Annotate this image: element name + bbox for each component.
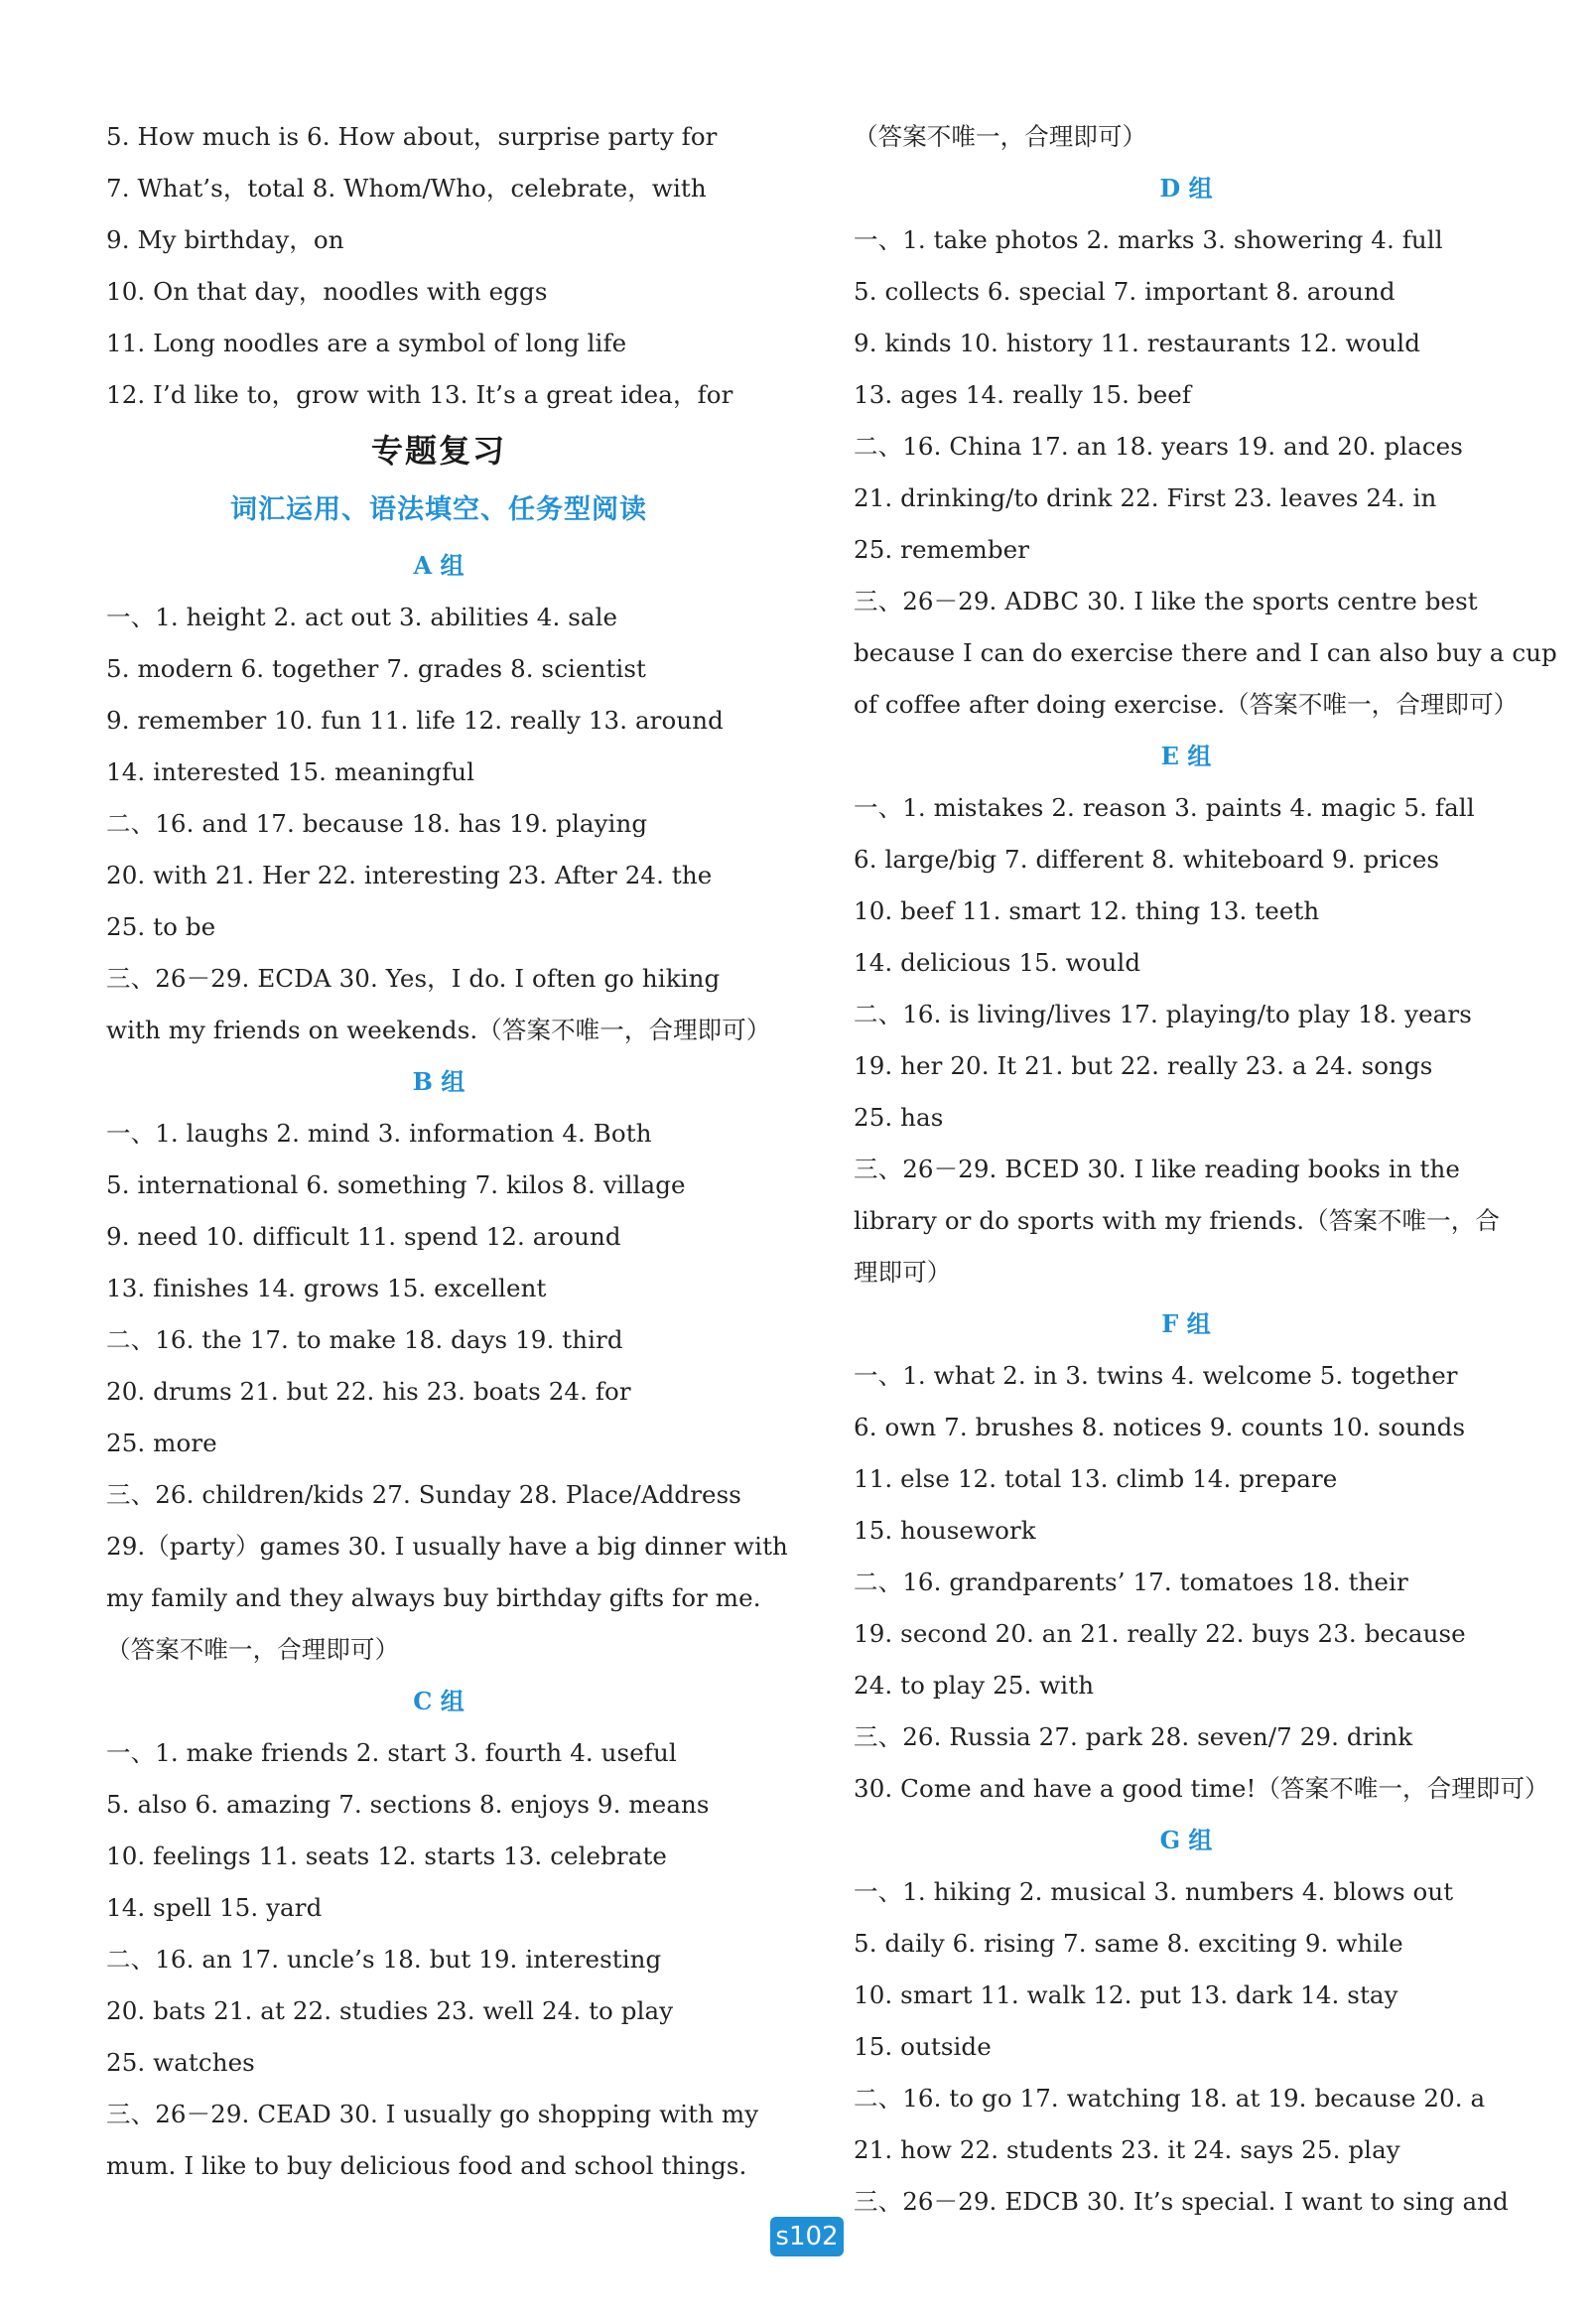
answer-line: 19. her 20. It 21. but 22. really 23. a 24. songs: [854, 1051, 1433, 1080]
answer-line: 5. also 6. amazing 7. sections 8. enjoys 9. means: [106, 1790, 710, 1819]
answer-line: of coffee after doing exercise.（答案不唯一，合理即可）: [854, 690, 1519, 719]
answer-line: 13. ages 14. really 15. beef: [854, 380, 1192, 409]
answer-line: my family and they always buy birthday gifts for me.: [106, 1583, 761, 1612]
group-d: [854, 163, 1557, 731]
answer-line: 10. smart 11. walk 12. put 13. dark 14. stay: [854, 1980, 1398, 2009]
answer-line: 20. with 21. Her 22. interesting 23. After 24. the: [106, 861, 713, 889]
answer-line: 20. drums 21. but 22. his 23. boats 24. for: [106, 1377, 631, 1406]
answer-line: 三、26－29. EDCB 30. It’s special. I want to sing and: [854, 2187, 1509, 2216]
answer-line: 三、26－29. ECDA 30. Yes，I do. I often go hiking: [106, 964, 721, 993]
answer-line: 理即可）: [854, 1258, 952, 1287]
answer-line: 5. daily 6. rising 7. same 8. exciting 9. while: [854, 1929, 1403, 1958]
answer-line: 二、16. the 17. to make 18. days 19. third: [106, 1325, 623, 1354]
answer-line: mum. I like to buy delicious food and school things.: [106, 2151, 747, 2180]
answer-line: 14. interested 15. meaningful: [106, 757, 475, 786]
answer-line: 9. kinds 10. history 11. restaurants 12. would: [854, 329, 1420, 357]
group-heading: F 组: [1161, 1309, 1211, 1338]
answer-line: with my friends on weekends.（答案不唯一，合理即可）: [106, 1016, 771, 1044]
answer-line: 5. collects 6. special 7. important 8. around: [854, 277, 1396, 306]
answer-line: 20. bats 21. at 22. studies 23. well 24. to play: [106, 1996, 674, 2025]
answer-line: 一、1. make friends 2. start 3. fourth 4. useful: [106, 1738, 677, 1767]
answer-line: library or do sports with my friends.（答案不唯一，合: [854, 1206, 1500, 1235]
group-f: [854, 1298, 1549, 1815]
answer-line: 二、16. grandparents’ 17. tomatoes 18. their: [854, 1568, 1408, 1596]
answer-line: 二、16. China 17. an 18. years 19. and 20. places: [854, 432, 1463, 461]
answer-line: 三、26－29. ADBC 30. I like the sports centre best: [854, 587, 1478, 615]
answer-line: 一、1. what 2. in 3. twins 4. welcome 5. together: [854, 1361, 1458, 1390]
answer-line: 9. remember 10. fun 11. life 12. really 13. around: [106, 706, 724, 735]
answer-line: 二、16. and 17. because 18. has 19. playing: [106, 809, 648, 838]
answer-line: 29.（party）games 30. I usually have a big dinner with: [106, 1532, 788, 1561]
answer-line: 30. Come and have a good time!（答案不唯一，合理即可）: [854, 1774, 1549, 1803]
answer-line: 25. to be: [106, 912, 216, 941]
answer-line: 21. drinking/to drink 22. First 23. leaves 24. in: [854, 483, 1437, 512]
answer-line: 25. remember: [854, 535, 1030, 564]
answer-line: 15. housework: [854, 1516, 1036, 1545]
answer-line: （答案不唯一，合理即可）: [106, 1635, 400, 1664]
answer-line: 15. outside: [854, 2032, 992, 2061]
answer-line: 12. I’d like to，grow with 13. It’s a great idea，for: [106, 380, 733, 409]
answer-line: 13. finishes 14. grows 15. excellent: [106, 1274, 547, 1302]
answer-line: 二、16. an 17. uncle’s 18. but 19. interesting: [106, 1945, 662, 1974]
answer-line: 14. spell 15. yard: [106, 1893, 323, 1922]
answer-line: 三、26. children/kids 27. Sunday 28. Place/Address: [106, 1480, 741, 1509]
group-c: [106, 1676, 771, 2192]
answer-line: 一、1. take photos 2. marks 3. showering 4. full: [854, 225, 1443, 254]
answer-line: 9. need 10. difficult 11. spend 12. around: [106, 1222, 621, 1251]
group-heading: C 组: [413, 1687, 465, 1715]
group-heading: G 组: [1159, 1826, 1213, 1854]
answer-line: 25. more: [106, 1429, 217, 1457]
group-heading: D 组: [1159, 174, 1213, 203]
answer-line: 三、26－29. CEAD 30. I usually go shopping with my: [106, 2100, 759, 2128]
group-heading: A 组: [413, 551, 465, 580]
answer-line: 10. beef 11. smart 12. thing 13. teeth: [854, 896, 1320, 925]
group-heading: B 组: [412, 1067, 466, 1096]
answer-line: 一、1. laughs 2. mind 3. information 4. Both: [106, 1119, 652, 1148]
answer-line: 一、1. height 2. act out 3. abilities 4. sale: [106, 603, 618, 631]
answer-line: 5. international 6. something 7. kilos 8. village: [106, 1170, 686, 1199]
answer-line: 14. delicious 15. would: [854, 948, 1141, 977]
answer-line: 一、1. mistakes 2. reason 3. paints 4. magic 5. fall: [854, 793, 1475, 822]
answer-line: 21. how 22. students 23. it 24. says 25. play: [854, 2135, 1400, 2164]
answer-line: 三、26－29. BCED 30. I like reading books in the: [854, 1155, 1460, 1183]
answer-line: 25. watches: [106, 2048, 255, 2077]
answer-line: 三、26. Russia 27. park 28. seven/7 29. drink: [854, 1722, 1413, 1751]
answer-line: 6. own 7. brushes 8. notices 9. counts 10. sounds: [854, 1413, 1466, 1441]
answer-line: 11. Long noodles are a symbol of long life: [106, 329, 627, 357]
answer-line: 11. else 12. total 13. climb 14. prepare: [854, 1464, 1338, 1493]
answer-line: 6. large/big 7. different 8. whiteboard 9. prices: [854, 845, 1440, 874]
answer-block-top: [106, 111, 771, 421]
group-g: [854, 1815, 1519, 2228]
answer-line: 一、1. hiking 2. musical 3. numbers 4. blows out: [854, 1877, 1454, 1906]
group-heading: E 组: [1160, 742, 1212, 770]
left-column: [106, 111, 788, 2192]
group-b: [106, 1056, 788, 1676]
answer-line: 10. feelings 11. seats 12. starts 13. celebrate: [106, 1841, 667, 1870]
right-column: [854, 111, 1557, 2228]
answer-line: 24. to play 25. with: [854, 1671, 1095, 1700]
answer-line: 5. How much is 6. How about，surprise party for: [106, 122, 718, 151]
answer-line: 二、16. to go 17. watching 18. at 19. because 20. a: [854, 2084, 1486, 2113]
answer-line: because I can do exercise there and I can also buy a cup: [854, 638, 1557, 667]
answer-line: 5. modern 6. together 7. grades 8. scientist: [106, 654, 646, 683]
answer-line: （答案不唯一，合理即可）: [854, 122, 1147, 151]
answer-line: 二、16. is living/lives 17. playing/to play 18. years: [854, 1000, 1472, 1028]
answer-line: 19. second 20. an 21. really 22. buys 23. because: [854, 1619, 1466, 1648]
group-a: [106, 540, 771, 1056]
section-title: 专题复习: [370, 432, 506, 470]
section-subtitle: 词汇运用、语法填空、任务型阅读: [230, 494, 647, 525]
answer-line: 7. What’s，total 8. Whom/Who，celebrate，with: [106, 174, 707, 203]
answer-line: 9. My birthday，on: [106, 225, 344, 254]
group-e: [854, 731, 1519, 1298]
answer-line: 25. has: [854, 1103, 944, 1132]
answer-line: 10. On that day，noodles with eggs: [106, 277, 548, 306]
page-number: s102: [770, 2217, 844, 2256]
